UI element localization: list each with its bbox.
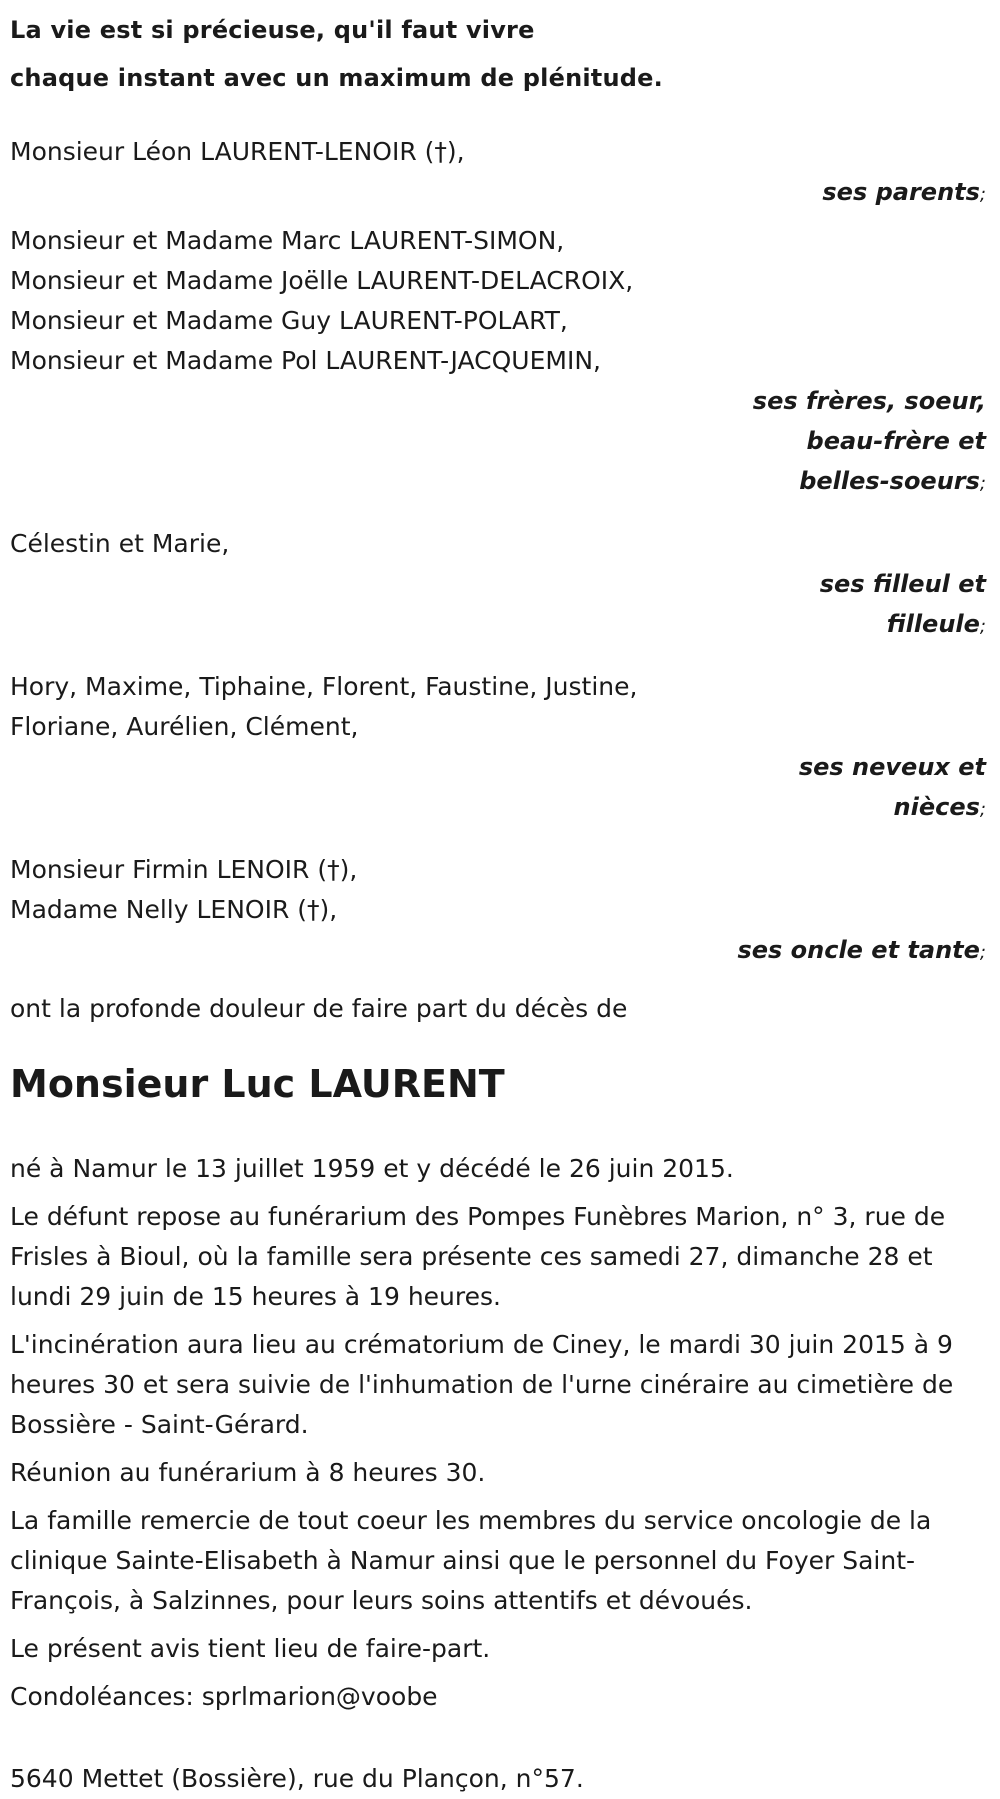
relation-label	[10, 787, 988, 830]
relation-label	[10, 747, 988, 787]
relation-text: ses neveux et	[798, 753, 986, 781]
relation-text: belles-soeurs	[799, 467, 980, 495]
relation-semicolon: ;	[979, 616, 986, 637]
relation-text: ses frères, soeur,	[752, 387, 986, 415]
family-group-siblings	[10, 221, 988, 504]
family-address: 5640 Mettet (Bossière), rue du Plançon, n°57.	[10, 1764, 584, 1793]
thanks-paragraph: La famille remercie de tout coeur les membres du service oncologie de la clinique Sainte-Elisabeth à Namur ainsi que le personnel du Foyer Saint-François, à Salzinnes, pour leurs soins attentifs et dévoués.	[10, 1506, 932, 1615]
family-name-line: Floriane, Aurélien, Clément,	[10, 712, 359, 741]
family-name-line: Célestin et Marie,	[10, 529, 230, 558]
relation-semicolon: ;	[979, 184, 986, 205]
quote-line-1: La vie est si précieuse, qu'il faut vivre	[10, 16, 535, 44]
quote-line-2: chaque instant avec un maximum de plénitude.	[10, 64, 663, 92]
relation-label	[10, 564, 988, 604]
relation-text: ses oncle et tante	[737, 936, 980, 964]
family-group-nephews	[10, 667, 988, 830]
relation-label	[10, 381, 988, 421]
notice-paragraph: Le présent avis tient lieu de faire-part.	[10, 1634, 491, 1663]
relation-text: ses parents	[822, 178, 980, 206]
relation-text: filleule	[886, 610, 980, 638]
announcement-text: ont la profonde douleur de faire part du décès de	[10, 994, 628, 1023]
relation-label	[10, 172, 988, 215]
deceased-name: Monsieur Luc LAURENT	[10, 1062, 505, 1106]
relation-text: ses filleul et	[819, 570, 986, 598]
family-name-line: Monsieur Léon LAURENT-LENOIR (†),	[10, 137, 465, 166]
family-name-line: Monsieur et Madame Pol LAURENT-JACQUEMIN,	[10, 346, 601, 375]
birth-death-paragraph: né à Namur le 13 juillet 1959 et y décédé le 26 juin 2015.	[10, 1154, 734, 1183]
family-name-line: Monsieur Firmin LENOIR (†),	[10, 855, 358, 884]
opening-quote	[10, 0, 988, 102]
relation-label	[10, 421, 988, 461]
relation-label	[10, 930, 988, 973]
family-name-line: Monsieur et Madame Marc LAURENT-SIMON,	[10, 226, 565, 255]
family-name-line: Hory, Maxime, Tiphaine, Florent, Faustine, Justine,	[10, 672, 638, 701]
family-group-parents	[10, 132, 988, 215]
relation-text: beau-frère et	[806, 427, 986, 455]
family-name-line: Monsieur et Madame Joëlle LAURENT-DELACROIX,	[10, 266, 634, 295]
relation-semicolon: ;	[979, 799, 986, 820]
family-group-uncle-aunt	[10, 850, 988, 973]
relation-label	[10, 461, 988, 504]
family-name-line: Monsieur et Madame Guy LAURENT-POLART,	[10, 306, 568, 335]
relation-semicolon: ;	[979, 473, 986, 494]
relation-text: nièces	[893, 793, 980, 821]
condolences-paragraph: Condoléances: sprlmarion@voobe	[10, 1682, 438, 1711]
relation-label	[10, 604, 988, 647]
cremation-paragraph: L'incinération aura lieu au crématorium de Ciney, le mardi 30 juin 2015 à 9 heures 30 et sera suivie de l'inhumation de l'urne cinéraire au cimetière de Bossière - Saint-Gérard.	[10, 1330, 954, 1439]
family-group-godchildren	[10, 524, 988, 647]
funeral-home-paragraph: Le défunt repose au funérarium des Pompes Funèbres Marion, n° 3, rue de Frisles à Bioul, où la famille sera présente ces samedi 27, dimanche 28 et lundi 29 juin de 15 heures à 19 heures.	[10, 1202, 946, 1311]
relation-semicolon: ;	[979, 942, 986, 963]
family-name-line: Madame Nelly LENOIR (†),	[10, 895, 338, 924]
meeting-paragraph: Réunion au funérarium à 8 heures 30.	[10, 1458, 486, 1487]
